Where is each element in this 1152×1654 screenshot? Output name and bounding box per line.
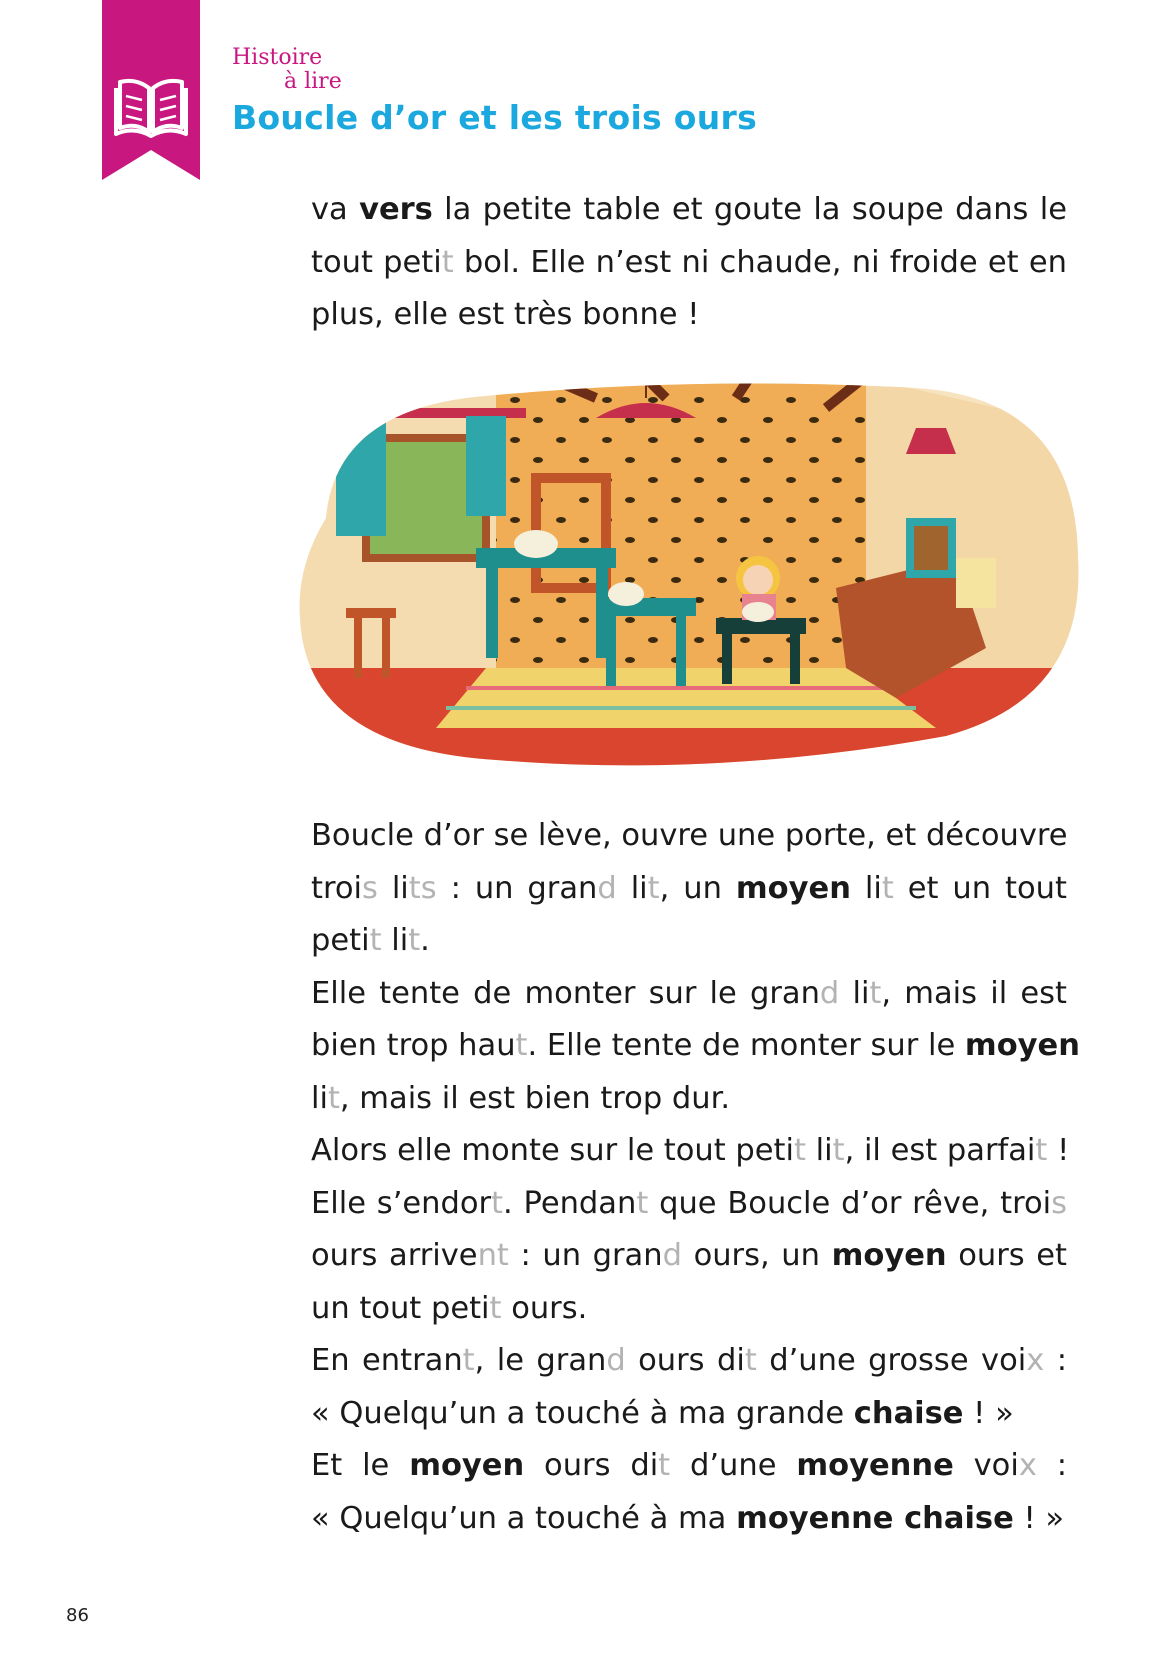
text-line: va vers la petite table et goute la soupe dans le: [311, 192, 1067, 227]
story-paragraph-2: [311, 810, 1080, 1545]
page-title: Boucle d’or et les trois ours: [232, 98, 758, 137]
text-line: En entrant, le grand ours dit d’une grosse voix :: [311, 1343, 1067, 1378]
text-line: Alors elle monte sur le tout petit lit, il est parfait !: [311, 1133, 1070, 1168]
text-line: bien trop haut. Elle tente de monter sur le moyen: [311, 1028, 1080, 1063]
text-line: un tout petit ours.: [311, 1290, 588, 1326]
kicker-line-2: à lire: [284, 69, 342, 94]
kicker-line-1: Histoire: [232, 45, 323, 70]
page-number: 86: [66, 1605, 89, 1626]
text-line: lit, mais il est bien trop dur.: [311, 1080, 731, 1116]
text-line: « Quelqu’un a touché à ma grande chaise ! »: [311, 1395, 1014, 1431]
text-line: Elle tente de monter sur le grand lit, mais il est: [311, 975, 1067, 1011]
story-illustration: [296, 368, 1086, 788]
bookmark-ribbon: [102, 0, 200, 180]
text-line: petit lit.: [311, 923, 430, 958]
text-line: Boucle d’or se lève, ouvre une porte, et découvre: [311, 818, 1068, 853]
text-line: Elle s’endort. Pendant que Boucle d’or rêve, trois: [311, 1185, 1068, 1221]
story-paragraph-1: [311, 184, 1067, 342]
text-line: plus, elle est très bonne !: [311, 297, 700, 332]
text-line: tout petit bol. Elle n’est ni chaude, ni froide et en: [311, 244, 1067, 280]
text-line: « Quelqu’un a touché à ma moyenne chaise ! »: [311, 1500, 1065, 1536]
text-line: ours arrivent : un grand ours, un moyen ours et: [311, 1238, 1067, 1273]
text-line: trois lits : un grand lit, un moyen lit et un tout: [311, 870, 1067, 906]
text-line: Et le moyen ours dit d’une moyenne voix :: [311, 1448, 1068, 1483]
section-kicker: [232, 46, 342, 94]
